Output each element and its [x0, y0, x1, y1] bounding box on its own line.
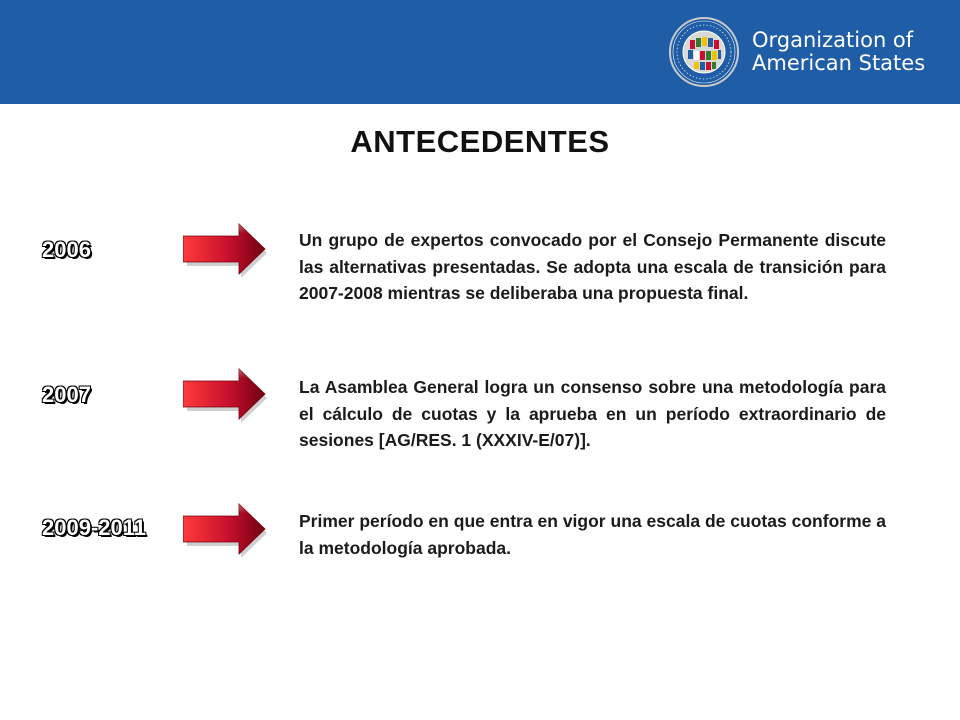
oas-seal-logo	[668, 16, 740, 88]
arrow-right-icon	[183, 368, 273, 424]
year-label-2009-2011: 2009-2011	[42, 515, 146, 540]
header-band	[0, 0, 960, 104]
arrow-right-icon	[183, 223, 273, 279]
timeline-description-2009-2011: Primer período en que entra en vigor una escala de cuotas conforme a la metodología aprobada.	[299, 511, 886, 558]
year-label-2006: 2006	[42, 237, 91, 262]
arrow-right-icon	[183, 503, 273, 559]
timeline-description-2007: La Asamblea General logra un consenso sobre una metodología para el cálculo de cuotas y la aprueba en un período extraordinario de sesiones [AG/RES. 1 (XXXIV-E/07)].	[299, 377, 886, 450]
org-name	[752, 29, 925, 75]
year-label-2007: 2007	[42, 382, 91, 407]
org-name-line2: American States	[752, 51, 926, 75]
timeline-description-2006: Un grupo de expertos convocado por el Consejo Permanente discute las alternativas presentadas. Se adopta una escala de transición para 2007-2008 mientras se deliberaba una propuesta final.	[299, 230, 886, 303]
org-name-line1: Organization of	[752, 28, 914, 52]
slide-title: ANTECEDENTES	[350, 124, 610, 159]
